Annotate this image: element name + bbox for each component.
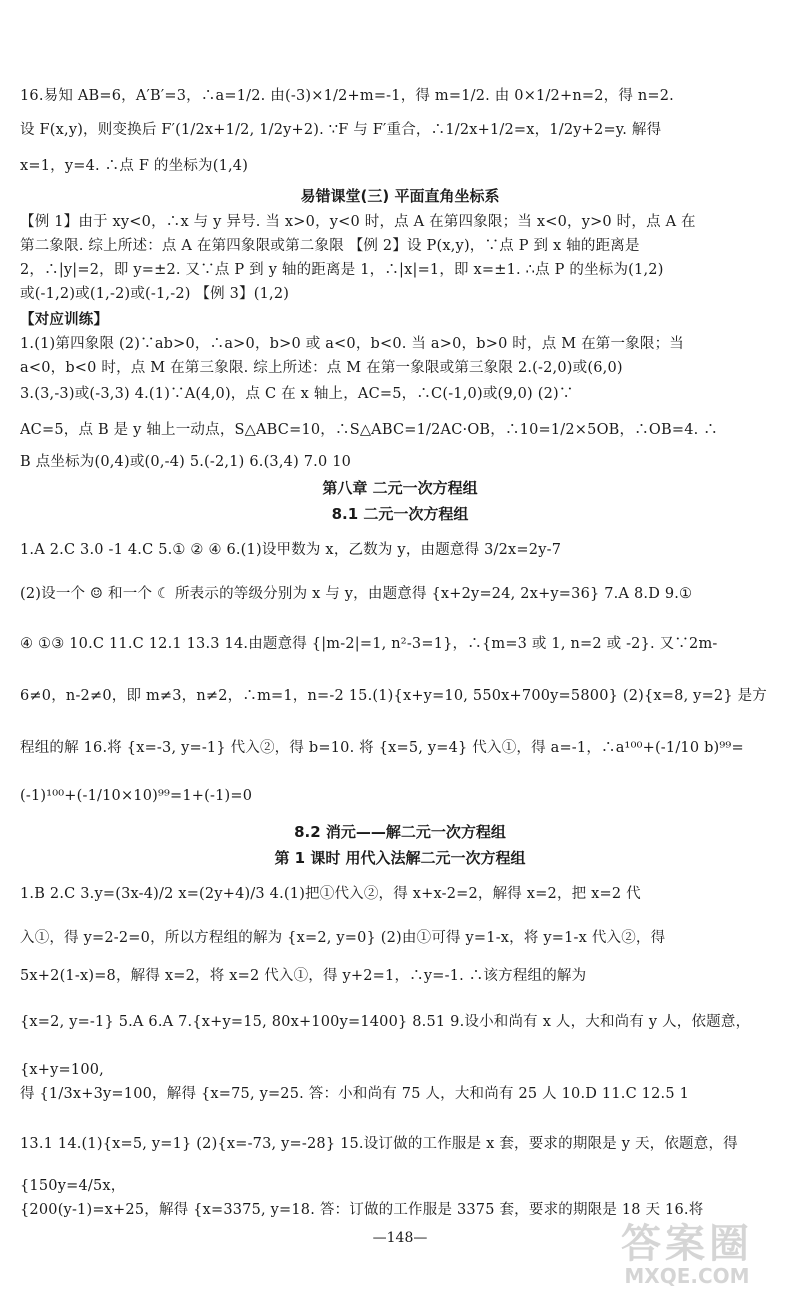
text-line: ④ ①③ 10.C 11.C 12.1 13.3 14.由题意得 {|m-2|=1, n²-3=1}，∴{m=3 或 1, n=2 或 -2}. 又∵2m- [20,636,718,652]
text-line: 16.易知 AB=6，A′B′=3，∴a=1/2. 由(-3)×1/2+m=-1，得 m=1/2. 由 0×1/2+n=2，得 n=2. [20,88,674,104]
chapter-heading: 第八章 二元一次方程组 [322,479,478,497]
text-line: {x+y=100, [20,1062,104,1078]
text-line: (-1)¹⁰⁰+(-1/10×10)⁹⁹=1+(-1)=0 [20,788,253,804]
text-line: AC=5，点 B 是 y 轴上一动点，S△ABC=10，∴S△ABC=1/2AC·OB，∴10=1/2×5OB，∴OB=4. ∴ [20,422,718,438]
text-line: {x=2, y=-1} 5.A 6.A 7.{x+y=15, 80x+100y=1400} 8.51 9.设小和尚有 x 人，大和尚有 y 人，依题意， [20,1014,751,1030]
text-line: x=1，y=4. ∴点 F 的坐标为(1,4) [20,158,249,174]
lesson-heading: 第 1 课时 用代入法解二元一次方程组 [274,849,526,867]
watermark-logo [592,1212,782,1292]
text-line: 设 F(x,y)，则变换后 F′(1/2x+1/2, 1/2y+2). ∵F 与 F′重合，∴1/2x+1/2=x，1/2y+2=y. 解得 [20,122,662,138]
text-line: {200(y-1)=x+25，解得 {x=3375, y=18. 答：订做的工作服是 3375 套，要求的期限是 18 天 16.将 [20,1202,704,1218]
watermark-url: MXQE.COM [624,1264,750,1288]
text-line: 1.B 2.C 3.y=(3x-4)/2 x=(2y+4)/3 4.(1)把①代入②，得 x+x-2=2，解得 x=2，把 x=2 代 [20,886,641,902]
text-line: 13.1 14.(1){x=5, y=1} (2){x=-73, y=-28} 15.设订做的工作服是 x 套，要求的期限是 y 天，依题意，得 [20,1136,738,1152]
section-heading: 易错课堂(三) 平面直角坐标系 [300,187,500,205]
text-line: 3.(3,-3)或(-3,3) 4.(1)∵A(4,0)，点 C 在 x 轴上，AC=5，∴C(-1,0)或(9,0) (2)∵ [20,386,574,402]
text-line: {150y=4/5x， [20,1178,126,1194]
text-line: 或(-1,2)或(1,-2)或(-1,-2) 【例 3】(1,2) [20,286,290,302]
text-line: 入①，得 y=2-2=0，所以方程组的解为 {x=2, y=0} (2)由①可得 y=1-x，将 y=1-x 代入②，得 [20,930,666,946]
text-line: 第二象限. 综上所述：点 A 在第四象限或第二象限 【例 2】设 P(x,y)，∵点 P 到 x 轴的距离是 [20,238,640,254]
text-line: 【例 1】由于 xy<0，∴x 与 y 异号. 当 x>0，y<0 时，点 A 在第四象限；当 x<0，y>0 时，点 A 在 [20,214,696,230]
text-line: 1.(1)第四象限 (2)∵ab>0，∴a>0，b>0 或 a<0，b<0. 当 a>0，b>0 时，点 M 在第一象限；当 [20,336,684,352]
page-number: —148— [372,1230,428,1246]
text-line: 5x+2(1-x)=8，解得 x=2，将 x=2 代入①，得 y+2=1，∴y=-1. ∴该方程组的解为 [20,968,587,984]
text-line: 2，∴|y|=2，即 y=±2. 又∵点 P 到 y 轴的距离是 1，∴|x|=1，即 x=±1. ∴点 P 的坐标为(1,2) [20,262,664,278]
watermark-text: 答案圈 [621,1221,753,1267]
text-line: (2)设一个 ☺ 和一个 ☾ 所表示的等级分别为 x 与 y，由题意得 {x+2y=24, 2x+y=36} 7.A 8.D 9.① [20,586,693,602]
text-line: a<0，b<0 时，点 M 在第三象限. 综上所述：点 M 在第一象限或第三象限 2.(-2,0)或(6,0) [20,360,623,376]
section-heading: 8.1 二元一次方程组 [331,505,469,523]
text-line: 1.A 2.C 3.0 -1 4.C 5.① ② ④ 6.(1)设甲数为 x，乙数为 y，由题意得 3/2x=2y-7 [20,542,562,558]
section-heading: 8.2 消元——解二元一次方程组 [294,823,506,841]
text-line: 得 {1/3x+3y=100，解得 {x=75, y=25. 答：小和尚有 75 人，大和尚有 25 人 10.D 11.C 12.5 1 [20,1086,690,1102]
text-line: 6≠0，n-2≠0，即 m≠3，n≠2，∴m=1，n=-2 15.(1){x+y=10, 550x+700y=5800} (2){x=8, y=2} 是方 [20,688,767,704]
text-line: B 点坐标为(0,4)或(0,-4) 5.(-2,1) 6.(3,4) 7.0 10 [20,454,352,470]
subsection-label: 【对应训练】 [20,312,109,328]
text-line: 程组的解 16.将 {x=-3, y=-1} 代入②，得 b=10. 将 {x=5, y=4} 代入①，得 a=-1，∴a¹⁰⁰+(-1/10 b)⁹⁹= [20,740,744,756]
